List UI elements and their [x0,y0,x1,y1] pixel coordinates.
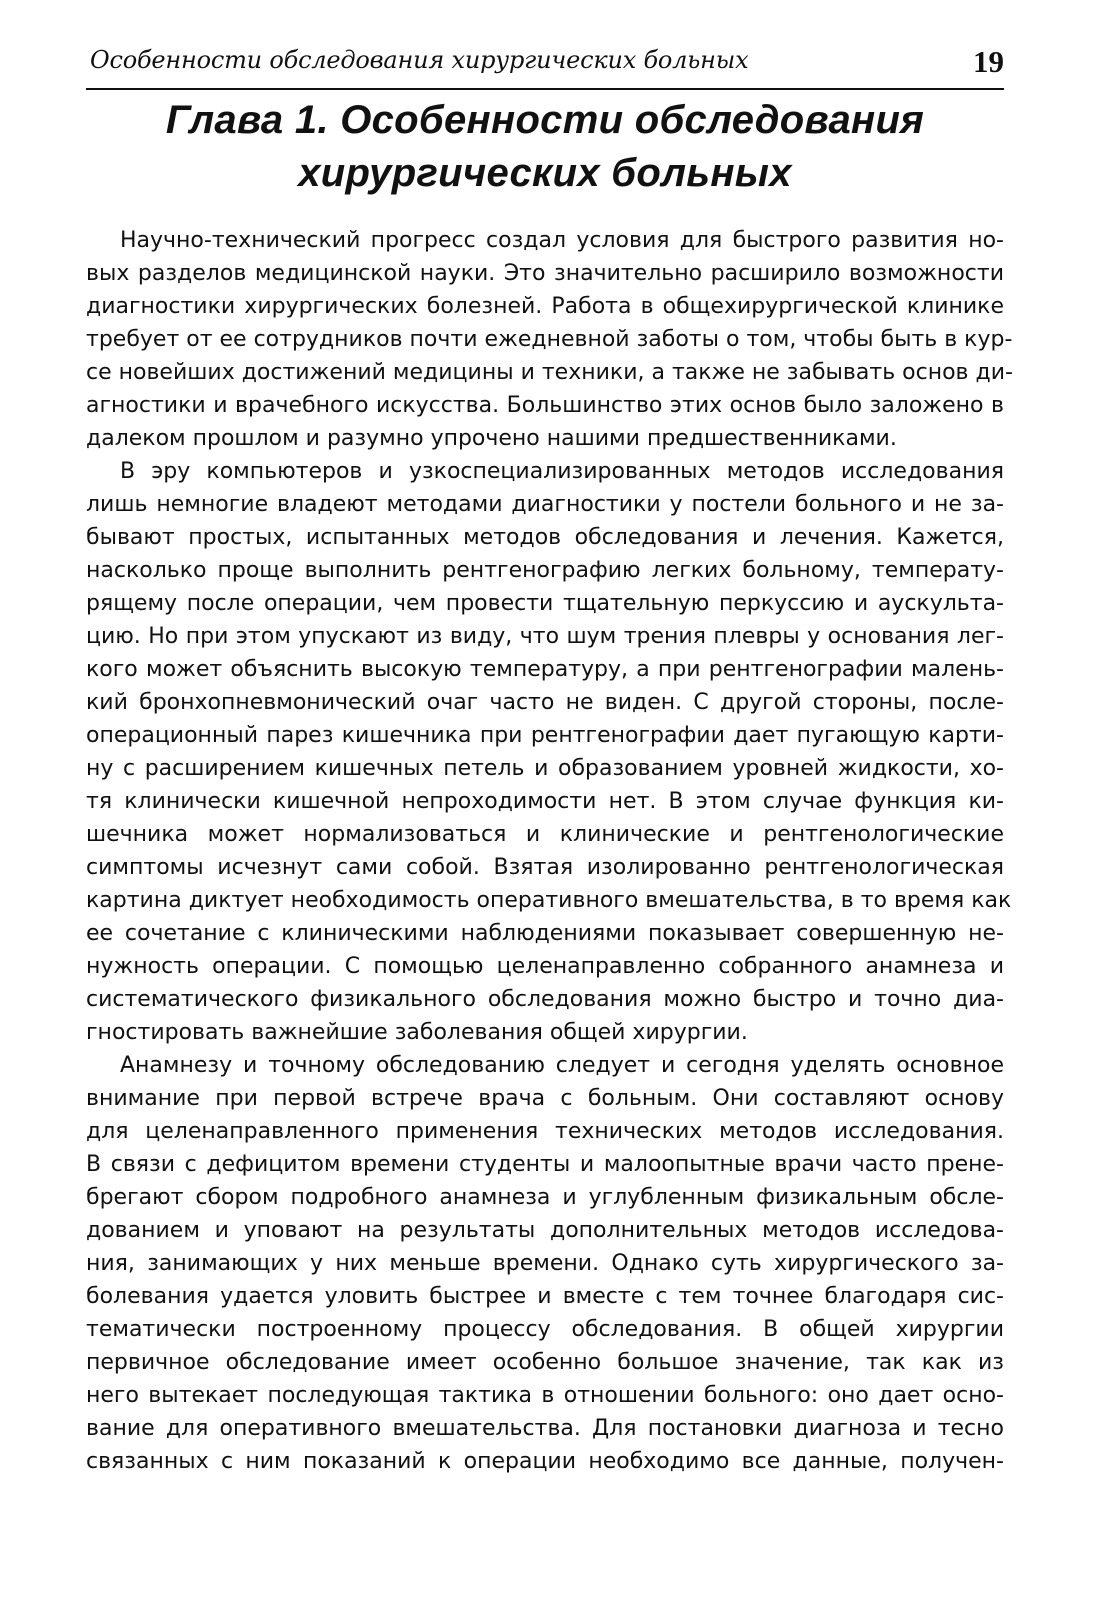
text-line: лишь немногие владеют методами диагностики у постели больного и не за- [86,492,1004,517]
text-line: кий бронхопневмонический очаг часто не виден. С другой стороны, после- [86,690,1004,715]
text-line: Научно-технический прогресс создал условия для быстрого развития но- [120,228,1004,253]
chapter-title-line-2: хирургических больных [298,151,792,195]
text-line: насколько проще выполнить рентгенографию легких больному, температу- [86,558,1004,583]
text-line: ее сочетание с клиническими наблюдениями показывает совершенную не- [86,921,1004,946]
text-line: первичное обследование имеет особенно большое значение, так как из [86,1350,1004,1375]
page-number: 19 [973,44,1004,79]
text-line: цию. Но при этом упускают из виду, что шум трения плевры у основания лег- [86,624,1004,649]
text-line: вых разделов медицинской науки. Это значительно расширило возможности [86,261,1004,286]
text-line: операционный парез кишечника при рентгенографии дает пугающую карти- [86,723,1004,748]
text-line: Анамнезу и точному обследованию следует и сегодня уделять основное [120,1053,1004,1078]
text-line: вание для оперативного вмешательства. Для постановки диагноза и тесно [86,1416,1004,1441]
text-line: систематического физикального обследования можно быстро и точно диа- [86,987,1004,1012]
text-line: требует от ее сотрудников почти ежедневной заботы о том, чтобы быть в кур- [86,327,1013,352]
text-line: далеком прошлом и разумно упрочено нашими предшественниками. [86,426,897,451]
text-line: болевания удается уловить быстрее и вместе с тем точнее благодаря сис- [86,1284,1004,1309]
text-line: внимание при первой встрече врача с больным. Они составляют основу [86,1086,1004,1111]
text-line: се новейших достижений медицины и техники, а также не забывать основ ди- [86,360,1013,385]
text-line: ну с расширением кишечных петель и образованием уровней жидкости, хо- [86,756,1004,781]
text-line: тематически построенному процессу обследования. В общей хирургии [86,1317,1004,1342]
text-line: нужность операции. С помощью целенаправленно собранного анамнеза и [86,954,1004,979]
text-line: В связи с дефицитом времени студенты и малоопытные врачи часто прене- [86,1152,1004,1177]
running-title: Особенности обследования хирургических больных [90,46,749,74]
text-line: картина диктует необходимость оперативного вмешательства, в то время как [86,888,1012,913]
text-line: для целенаправленного применения технических методов исследования. [86,1119,1004,1144]
text-line: бывают простых, испытанных методов обследования и лечения. Кажется, [86,525,1004,550]
text-line: агностики и врачебного искусства. Большинство этих основ было заложено в [86,393,1004,418]
chapter-title-line-1: Глава 1. Особенности обследования [165,98,925,142]
text-line: дованием и уповают на результаты дополнительных методов исследова- [86,1218,1004,1243]
text-line: рящему после операции, чем провести тщательную перкуссию и аускульта- [86,591,1004,616]
text-line: гностировать важнейшие заболевания общей хирургии. [86,1020,748,1045]
text-line: брегают сбором подробного анамнеза и углубленным физикальным обсле- [86,1185,1004,1210]
paragraph [86,1049,1004,1478]
text-line: него вытекает последующая тактика в отношении больного: оно дает осно- [86,1383,1004,1408]
page-header [86,36,1004,90]
text-line: тя клинически кишечной непроходимости нет. В этом случае функция ки- [86,789,1004,814]
text-line: В эру компьютеров и узкоспециализированных методов исследования [120,459,1004,484]
text-line: связанных с ним показаний к операции необходимо все данные, получен- [86,1449,1004,1474]
paragraph [86,224,1013,455]
text-line: ния, занимающих у них меньше времени. Однако суть хирургического за- [86,1251,1004,1276]
paragraph [86,455,1012,1049]
text-line: шечника может нормализоваться и клинические и рентгенологические [86,822,1004,847]
chapter-title [86,94,1004,200]
text-line: диагностики хирургических болезней. Работа в общехирургической клинике [86,294,1004,319]
text-line: симптомы исчезнут сами собой. Взятая изолированно рентгенологическая [86,855,1004,880]
body-text [86,224,1013,1478]
text-line: кого может объяснить высокую температуру, а при рентгенографии малень- [86,657,1004,682]
